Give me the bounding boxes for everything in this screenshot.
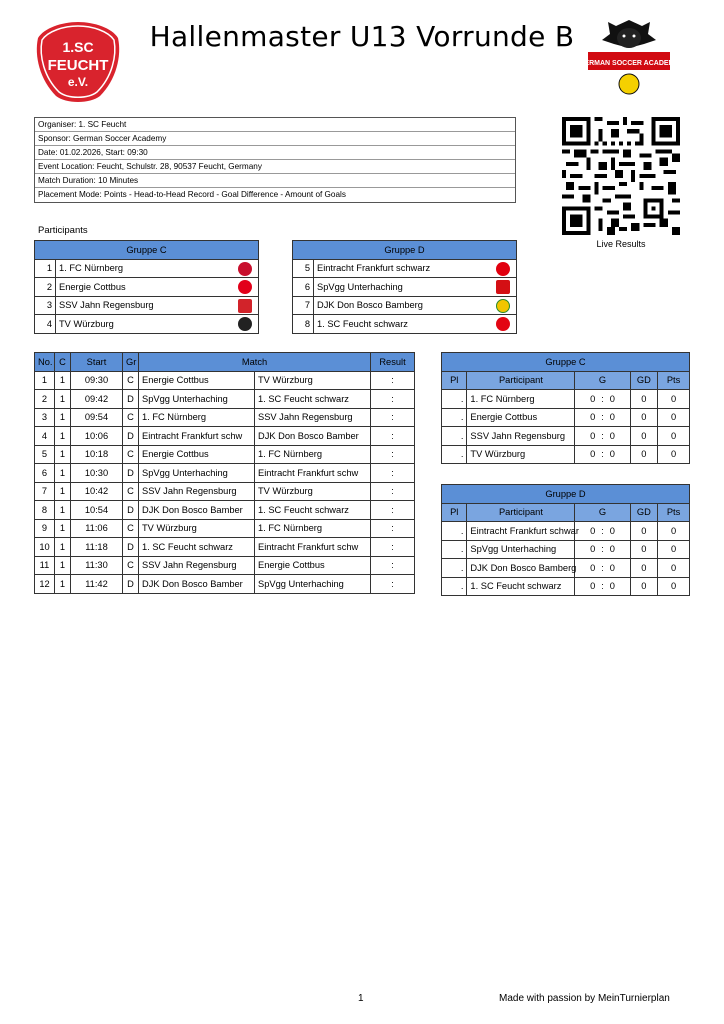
participant-name: DJK Don Bosco Bamberg (317, 300, 423, 311)
match-start: 11:06 (71, 519, 123, 538)
match-court: 1 (55, 482, 71, 501)
match-court: 1 (55, 445, 71, 464)
col-goal-diff: GD (630, 371, 658, 390)
match-row (35, 390, 415, 409)
match-start: 10:18 (71, 445, 123, 464)
match-away-team: 1. FC Nürnberg (255, 519, 371, 538)
standings-goals-against: 0 (607, 559, 630, 578)
standings-goal-diff: 0 (630, 445, 658, 464)
match-group: C (123, 408, 139, 427)
match-row (35, 556, 415, 575)
standings-place: . (442, 408, 467, 427)
match-row (35, 538, 415, 557)
standings-c-title: Gruppe C (442, 353, 690, 372)
participant-cell (56, 259, 259, 278)
standings-row (442, 427, 690, 446)
col-place: Pl (442, 371, 467, 390)
col-no: No. (35, 353, 55, 372)
match-no: 3 (35, 408, 55, 427)
match-away-team: DJK Don Bosco Bamber (255, 427, 371, 446)
standings-goals-for: 0 (575, 577, 598, 596)
standings-goals-for: 0 (575, 390, 598, 409)
info-date: Date: 01.02.2026, Start: 09:30 (35, 146, 515, 160)
col-start: Start (71, 353, 123, 372)
match-row (35, 501, 415, 520)
match-result: : (371, 427, 415, 446)
participant-row (35, 278, 259, 297)
standings-row (442, 390, 690, 409)
standings-goals-for: 0 (575, 445, 598, 464)
standings-participant: SSV Jahn Regensburg (467, 427, 575, 446)
standings-goals-against: 0 (607, 445, 630, 464)
standings-goals-against: 0 (607, 540, 630, 559)
standings-participant: 1. FC Nürnberg (467, 390, 575, 409)
participant-no: 1 (35, 259, 56, 278)
participant-no: 4 (35, 315, 56, 334)
match-home-team: DJK Don Bosco Bamber (139, 575, 255, 594)
match-away-team: 1. FC Nürnberg (255, 445, 371, 464)
participant-no: 2 (35, 278, 56, 297)
standings-place: . (442, 390, 467, 409)
club-crest-icon (238, 299, 252, 313)
match-home-team: 1. SC Feucht schwarz (139, 538, 255, 557)
standings-goals-against: 0 (607, 408, 630, 427)
match-court: 1 (55, 371, 71, 390)
standings-goals-for: 0 (575, 540, 598, 559)
col-match: Match (139, 353, 371, 372)
goals-separator: : (598, 427, 606, 446)
match-row (35, 464, 415, 483)
match-result: : (371, 501, 415, 520)
standings-group-d-table (441, 484, 690, 596)
participant-cell (56, 278, 259, 297)
standings-goals-for: 0 (575, 522, 598, 541)
participant-cell (314, 278, 517, 297)
participant-cell (314, 315, 517, 334)
match-no: 10 (35, 538, 55, 557)
sponsor-logo-text: GERMAN SOCCER ACADEMY (578, 60, 680, 67)
col-participant: Participant (467, 503, 575, 522)
match-start: 10:42 (71, 482, 123, 501)
participant-name: 1. SC Feucht schwarz (317, 318, 408, 329)
match-home-team: SpVgg Unterhaching (139, 464, 255, 483)
standings-goals-against: 0 (607, 577, 630, 596)
goals-separator: : (598, 445, 606, 464)
match-group: D (123, 427, 139, 446)
participant-name: 1. FC Nürnberg (59, 263, 124, 274)
standings-participant: Eintracht Frankfurt schwar (467, 522, 575, 541)
standings-goal-diff: 0 (630, 577, 658, 596)
standings-place: . (442, 559, 467, 578)
standings-points: 0 (658, 577, 690, 596)
match-no: 7 (35, 482, 55, 501)
goals-separator: : (598, 390, 606, 409)
participant-no: 8 (293, 315, 314, 334)
match-group: D (123, 390, 139, 409)
standings-row (442, 540, 690, 559)
club-crest-icon (496, 299, 510, 313)
match-result: : (371, 519, 415, 538)
match-court: 1 (55, 501, 71, 520)
match-result: : (371, 390, 415, 409)
match-no: 12 (35, 575, 55, 594)
standings-points: 0 (658, 445, 690, 464)
standings-goals-for: 0 (575, 559, 598, 578)
match-group: D (123, 501, 139, 520)
match-no: 2 (35, 390, 55, 409)
standings-d-title: Gruppe D (442, 485, 690, 504)
match-home-team: TV Würzburg (139, 519, 255, 538)
participant-cell (56, 296, 259, 315)
participant-row (293, 315, 517, 334)
participant-name: Energie Cottbus (59, 281, 126, 292)
info-sponsor: Sponsor: German Soccer Academy (35, 132, 515, 146)
goals-separator: : (598, 540, 606, 559)
match-result: : (371, 575, 415, 594)
participant-name: SpVgg Unterhaching (317, 281, 403, 292)
standings-goals-for: 0 (575, 427, 598, 446)
match-home-team: Energie Cottbus (139, 371, 255, 390)
match-row (35, 482, 415, 501)
match-result: : (371, 445, 415, 464)
club-crest-icon (496, 262, 510, 276)
match-no: 9 (35, 519, 55, 538)
participants-label: Participants (38, 225, 88, 236)
standings-row (442, 559, 690, 578)
standings-participant: TV Würzburg (467, 445, 575, 464)
match-home-team: DJK Don Bosco Bamber (139, 501, 255, 520)
match-row (35, 445, 415, 464)
standings-goals-against: 0 (607, 427, 630, 446)
standings-row (442, 577, 690, 596)
match-court: 1 (55, 575, 71, 594)
match-result: : (371, 371, 415, 390)
match-group: D (123, 538, 139, 557)
match-group: C (123, 371, 139, 390)
col-result: Result (371, 353, 415, 372)
col-goal-diff: GD (630, 503, 658, 522)
group-c-title: Gruppe C (35, 241, 259, 260)
match-away-team: SSV Jahn Regensburg (255, 408, 371, 427)
match-home-team: SpVgg Unterhaching (139, 390, 255, 409)
participant-row (35, 259, 259, 278)
participant-no: 5 (293, 259, 314, 278)
match-no: 8 (35, 501, 55, 520)
col-group: Gr (123, 353, 139, 372)
standings-place: . (442, 445, 467, 464)
col-goals: G (575, 371, 630, 390)
match-result: : (371, 556, 415, 575)
match-start: 10:54 (71, 501, 123, 520)
match-start: 09:30 (71, 371, 123, 390)
match-court: 1 (55, 538, 71, 557)
col-points: Pts (658, 371, 690, 390)
club-logo (34, 20, 122, 106)
participant-row (293, 278, 517, 297)
match-start: 10:06 (71, 427, 123, 446)
standings-participant: Energie Cottbus (467, 408, 575, 427)
standings-points: 0 (658, 408, 690, 427)
club-crest-icon (238, 280, 252, 294)
match-start: 09:54 (71, 408, 123, 427)
match-row (35, 519, 415, 538)
col-points: Pts (658, 503, 690, 522)
participant-no: 6 (293, 278, 314, 297)
match-result: : (371, 464, 415, 483)
match-home-team: 1. FC Nürnberg (139, 408, 255, 427)
standings-goal-diff: 0 (630, 408, 658, 427)
page-title: Hallenmaster U13 Vorrunde B (149, 20, 575, 53)
participants-group-c-table (34, 240, 259, 334)
participant-cell (314, 296, 517, 315)
match-away-team: 1. SC Feucht schwarz (255, 501, 371, 520)
match-row (35, 371, 415, 390)
standings-participant: DJK Don Bosco Bamberg (467, 559, 575, 578)
match-no: 5 (35, 445, 55, 464)
col-place: Pl (442, 503, 467, 522)
participant-cell (56, 315, 259, 334)
match-schedule-table (34, 352, 415, 594)
match-group: D (123, 464, 139, 483)
club-crest-icon (496, 317, 510, 331)
standings-goal-diff: 0 (630, 427, 658, 446)
standings-goals-for: 0 (575, 408, 598, 427)
standings-row (442, 445, 690, 464)
standings-points: 0 (658, 427, 690, 446)
standings-group-c-table (441, 352, 690, 464)
match-court: 1 (55, 427, 71, 446)
match-away-team: 1. SC Feucht schwarz (255, 390, 371, 409)
match-away-team: TV Würzburg (255, 482, 371, 501)
match-no: 1 (35, 371, 55, 390)
logo-line-2: FEUCHT (47, 57, 109, 74)
info-duration: Match Duration: 10 Minutes (35, 174, 515, 188)
match-result: : (371, 538, 415, 557)
match-group: C (123, 482, 139, 501)
match-start: 11:42 (71, 575, 123, 594)
standings-goal-diff: 0 (630, 559, 658, 578)
live-results-label: Live Results (596, 239, 646, 249)
footer-credit: Made with passion by MeinTurnierplan (499, 993, 670, 1004)
match-no: 11 (35, 556, 55, 575)
participant-row (35, 315, 259, 334)
col-court: C (55, 353, 71, 372)
participant-no: 7 (293, 296, 314, 315)
standings-place: . (442, 427, 467, 446)
standings-goal-diff: 0 (630, 390, 658, 409)
standings-goal-diff: 0 (630, 540, 658, 559)
participant-cell (314, 259, 517, 278)
match-row (35, 427, 415, 446)
match-away-team: Eintracht Frankfurt schw (255, 538, 371, 557)
match-group: D (123, 575, 139, 594)
goals-separator: : (598, 522, 606, 541)
col-goals: G (575, 503, 630, 522)
goals-separator: : (598, 559, 606, 578)
match-group: C (123, 445, 139, 464)
match-court: 1 (55, 408, 71, 427)
participant-name: TV Würzburg (59, 318, 114, 329)
match-row (35, 408, 415, 427)
standings-participant: SpVgg Unterhaching (467, 540, 575, 559)
info-organiser: Organiser: 1. SC Feucht (35, 118, 515, 132)
logo-line-3: e.V. (67, 75, 89, 89)
match-away-team: Energie Cottbus (255, 556, 371, 575)
standings-goals-against: 0 (607, 390, 630, 409)
event-info-box (34, 117, 516, 203)
match-away-team: Eintracht Frankfurt schw (255, 464, 371, 483)
match-home-team: SSV Jahn Regensburg (139, 556, 255, 575)
match-away-team: TV Würzburg (255, 371, 371, 390)
match-court: 1 (55, 390, 71, 409)
participant-row (35, 296, 259, 315)
participant-name: SSV Jahn Regensburg (59, 300, 154, 311)
match-home-team: SSV Jahn Regensburg (139, 482, 255, 501)
match-group: C (123, 519, 139, 538)
match-no: 6 (35, 464, 55, 483)
col-participant: Participant (467, 371, 575, 390)
participant-name: Eintracht Frankfurt schwarz (317, 263, 431, 274)
club-crest-icon (238, 317, 252, 331)
standings-place: . (442, 522, 467, 541)
standings-participant: 1. SC Feucht schwarz (467, 577, 575, 596)
participant-no: 3 (35, 296, 56, 315)
standings-row (442, 522, 690, 541)
group-d-title: Gruppe D (293, 241, 517, 260)
match-court: 1 (55, 464, 71, 483)
participant-row (293, 296, 517, 315)
match-away-team: SpVgg Unterhaching (255, 575, 371, 594)
match-court: 1 (55, 519, 71, 538)
match-court: 1 (55, 556, 71, 575)
goals-separator: : (598, 577, 606, 596)
match-start: 11:30 (71, 556, 123, 575)
standings-goals-against: 0 (607, 522, 630, 541)
standings-goal-diff: 0 (630, 522, 658, 541)
standings-place: . (442, 540, 467, 559)
standings-row (442, 408, 690, 427)
standings-points: 0 (658, 522, 690, 541)
club-crest-icon (496, 280, 510, 294)
match-start: 10:30 (71, 464, 123, 483)
match-home-team: Energie Cottbus (139, 445, 255, 464)
qr-code-icon[interactable] (562, 117, 680, 235)
match-result: : (371, 482, 415, 501)
standings-points: 0 (658, 559, 690, 578)
standings-points: 0 (658, 390, 690, 409)
match-row (35, 575, 415, 594)
logo-line-1: 1.SC (62, 39, 94, 55)
match-start: 09:42 (71, 390, 123, 409)
page-number: 1 (358, 993, 364, 1004)
participant-row (293, 259, 517, 278)
match-group: C (123, 556, 139, 575)
standings-points: 0 (658, 540, 690, 559)
match-no: 4 (35, 427, 55, 446)
standings-place: . (442, 577, 467, 596)
match-start: 11:18 (71, 538, 123, 557)
info-placement-mode: Placement Mode: Points - Head-to-Head Record - Goal Difference - Amount of Goals (38, 190, 346, 199)
club-crest-icon (238, 262, 252, 276)
match-result: : (371, 408, 415, 427)
participants-group-d-table (292, 240, 517, 334)
sponsor-logo (578, 18, 680, 98)
match-home-team: Eintracht Frankfurt schw (139, 427, 255, 446)
goals-separator: : (598, 408, 606, 427)
info-location: Event Location: Feucht, Schulstr. 28, 90537 Feucht, Germany (35, 160, 515, 174)
